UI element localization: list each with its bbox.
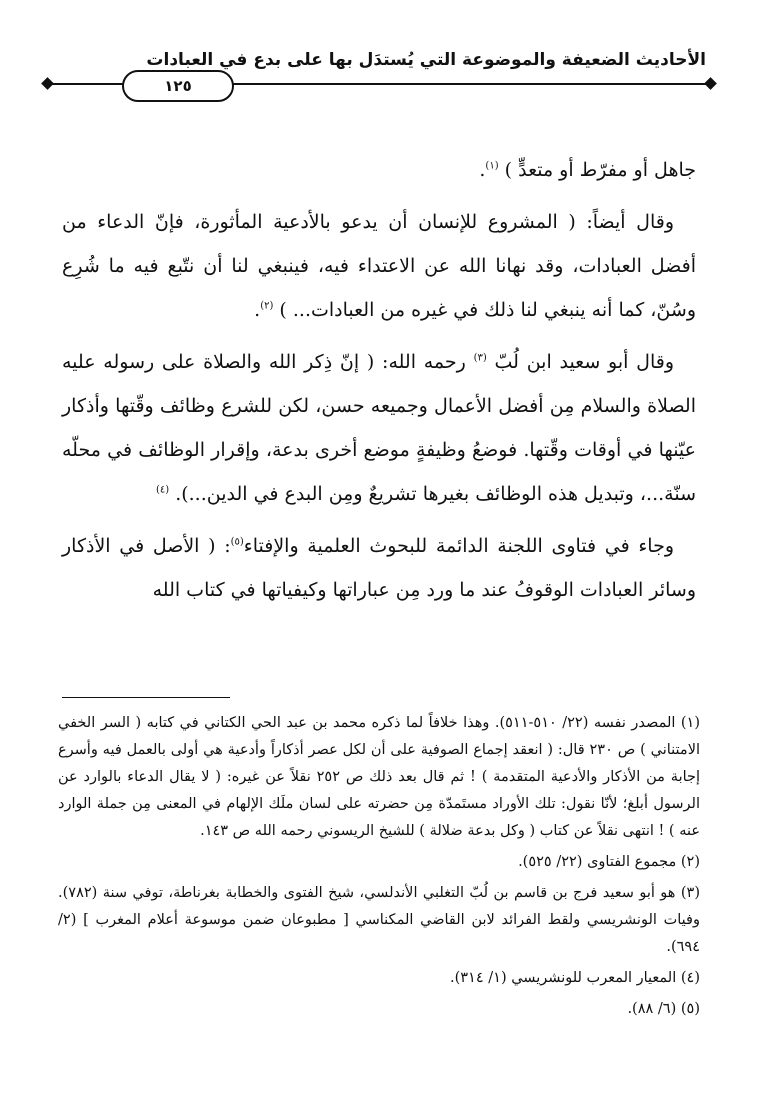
- paragraph-3: [62, 340, 696, 516]
- rule-right-ornament: [704, 77, 717, 90]
- footnote-ref-2: (٢): [260, 300, 274, 312]
- page-number: ١٢٥: [122, 70, 234, 102]
- footnote-4: (٤) المعيار المعرب للونشريسي (١/ ٣١٤).: [449, 970, 700, 986]
- footnote-5: (٥) (٦/ ٨٨).: [627, 1001, 700, 1017]
- footnote-2: (٢) مجموع الفتاوى (٢٢/ ٥٢٥).: [518, 854, 700, 870]
- paragraph-1-text: جاهل أو مفرّط أو متعدٍّ ): [504, 159, 696, 181]
- footnotes: [58, 710, 700, 1027]
- paragraph-1: [62, 148, 696, 192]
- paragraph-3-text: رحمه الله: ( إنّ ذِكر الله والصلاة على رسوله عليه الصلاة والسلام مِن أفضل الأعمال وجميعه حسن، لكن للشرع وظائف وقّتها وأذكار عيّنها في أوقات وقّتها. فوضعُ وظيفةٍ موضع أخرى بدعة، وإقرار الوظائف في محلّه سنّة...، وتبديل هذه الوظائف بغيرها تشريعٌ ومِن البدع في الدين...).: [62, 351, 696, 505]
- footnote-3: (٣) هو أبو سعيد فرج بن قاسم بن لُبّ التغلبي الأندلسي، شيخ الفتوى والخطابة بغرناطة، توفي سنة (٧٨٢). وفيات الونشريسي ولقط الفرائد لابن القاضي المكناسي [ مطبوعان ضمن موسوعة أعلام المغرب ] (٢/ ٦٩٤).: [58, 885, 700, 955]
- paragraph-1-end: .: [479, 159, 486, 181]
- paragraph-2-end: .: [254, 299, 261, 321]
- rule-left-ornament: [41, 77, 54, 90]
- paragraph-4-start: وجاء في فتاوى اللجنة الدائمة للبحوث العلمية والإفتاء: [243, 535, 674, 557]
- paragraph-3-start: وقال أبو سعيد ابن لُبّ: [494, 351, 674, 373]
- page-header: [0, 0, 758, 110]
- footnote-separator: [62, 697, 230, 698]
- paragraph-2-text: وقال أيضاً: ( المشروع للإنسان أن يدعو بالأدعية المأثورة، فإنّ الدعاء من أفضل العبادات، وقد نهانا الله عن الاعتداء فيه، فينبغي لنا أن نتّبع فيه ما شُرِع وسُنّ، كما أنه ينبغي لنا ذلك في غيره من العبادات... ): [62, 211, 696, 321]
- running-title: الأحاديث الضعيفة والموضوعة التي يُستدَل بها على بدع في العبادات: [146, 50, 706, 70]
- footnote-1: (١) المصدر نفسه (٢٢/ ٥١٠-٥١١). وهذا خلافاً لما ذكره محمد بن عبد الحي الكتاني في كتابه ( السر الخفي الامتناني ) ص ٢٣٠ قال: ( انعقد إجماع الصوفية على أن لكل عصر أذكاراً وأدعية هي أولى بالعمل فيه وأسرع إجابة من الأذكار والأدعية المتقدمة ) ! ثم قال بعد ذلك ص ٢٥٢ نقلاً عن غيره: ( لا يقال الدعاء بالوارد عن الرسول أبلغ؛ لأنّا نقول: تلك الأوراد مستَمدّة مِن حضرته على لسان ملَك الإلهام في المعنى مِن جملة الوارد عنه ) ! انتهى نقلاً عن كتاب ( وكل بدعة ضلالة ) للشيخ الريسوني رحمه الله ص ١٤٣.: [58, 715, 701, 839]
- footnote-ref-5: (٥): [230, 536, 244, 548]
- footnote-ref-4: (٤): [155, 484, 170, 496]
- main-text: [62, 148, 696, 620]
- paragraph-4-text: : ( الأصل في الأذكار وسائر العبادات الوقوفُ عند ما ورد مِن عباراتها وكيفياتها في كتاب الله: [62, 535, 696, 601]
- footnote-ref-1: (١): [485, 160, 499, 172]
- paragraph-4: [62, 524, 696, 612]
- footnote-ref-3: (٣): [473, 352, 487, 364]
- paragraph-2: [62, 200, 696, 332]
